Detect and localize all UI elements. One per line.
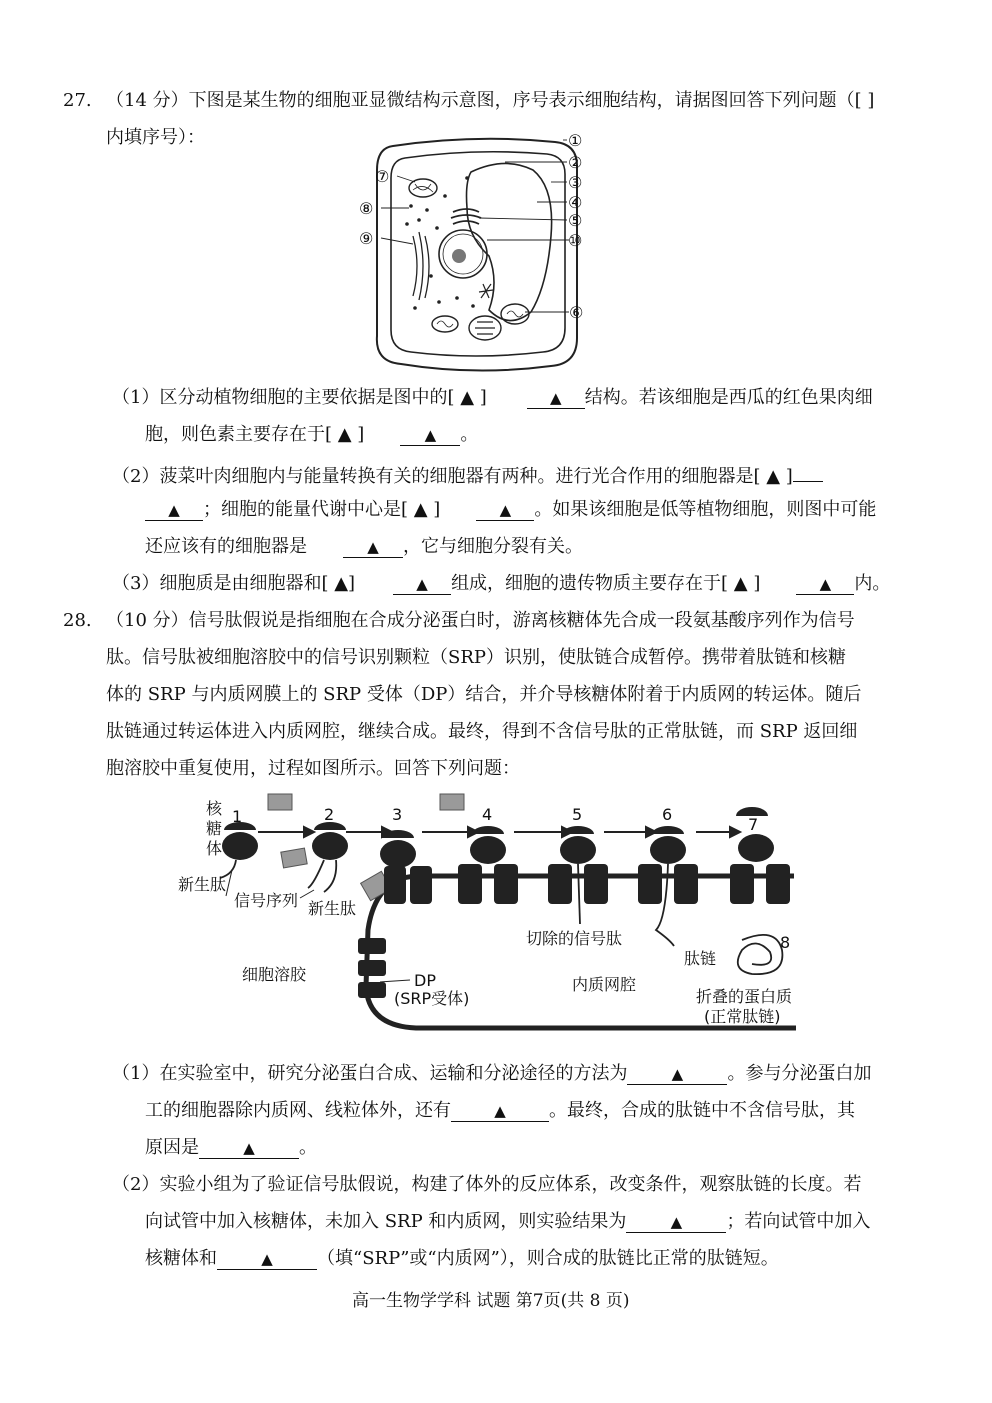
label-ribosome-2: 糖 xyxy=(206,819,223,838)
step-7: 7 xyxy=(748,815,759,834)
label-nascent2: 新生肽 xyxy=(308,899,357,918)
q27-sub1-line2: 胞，则色素主要存在于[ ▲ ] ▲ 。 xyxy=(145,424,479,445)
label-cytosol: 细胞溶胶 xyxy=(242,965,307,984)
cell-label-5: ⑤ xyxy=(568,211,583,230)
q27-sub2-blank3[interactable]: ▲ xyxy=(343,537,403,558)
q28-sub2-blank2[interactable]: ▲ xyxy=(217,1249,317,1270)
label-signal-seq: 信号序列 xyxy=(234,891,299,910)
q27-sub1-text-a: （1）区分动植物细胞的主要依据是图中的[ ▲ ] xyxy=(112,387,487,408)
cell-label-9: ⑨ xyxy=(359,229,374,248)
label-cut-signal: 切除的信号肽 xyxy=(526,929,623,948)
q27-sub3-line: （3）细胞质是由细胞器和[ ▲] ▲ 组成，细胞的遗传物质主要存在于[ ▲ ] ▲ 内。 xyxy=(112,573,891,594)
cell-label-4: ④ xyxy=(568,193,583,212)
step-3: 3 xyxy=(392,805,403,824)
q27-sub2-line2: ▲ ；细胞的能量代谢中心是[ ▲ ] ▲ 。如果该细胞是低等植物细胞，则图中可能 xyxy=(145,498,876,522)
label-ribosome-1: 核 xyxy=(206,799,223,818)
q28-number: 28. xyxy=(63,610,92,631)
q28-para-4: 肽链通过转运体进入内质网腔，继续合成。最终，得到不含信号肽的正常肽链，而 SRP 返回细 xyxy=(106,721,858,742)
q27-sub2-line3: 还应该有的细胞器是 ▲ ，它与细胞分裂有关。 xyxy=(145,536,583,557)
q27-sub1-text-b: 结构。若该细胞是西瓜的红色果肉细 xyxy=(584,387,873,408)
q28-sub2-line3: 核糖体和 ▲ （填“SRP”或“内质网”），则合成的肽链比正常的肽链短。 xyxy=(145,1248,779,1269)
label-folded: 折叠的蛋白质 xyxy=(696,987,793,1006)
label-folded-sub: (正常肽链) xyxy=(704,1007,781,1026)
q28-sub2-line2: 向试管中加入核糖体，未加入 SRP 和内质网，则实验结果为 ▲ ；若向试管中加入 xyxy=(145,1211,871,1232)
q27-sub3-blank2[interactable]: ▲ xyxy=(796,574,854,595)
label-er-lumen: 内质网腔 xyxy=(572,975,637,994)
step-8: 8 xyxy=(780,933,791,952)
q27-sub1-blank2[interactable]: ▲ xyxy=(400,425,460,446)
q27-sub2-blank2[interactable]: ▲ xyxy=(476,500,534,521)
q27-sub1-line1 xyxy=(112,386,873,410)
srp-pathway-diagram xyxy=(178,790,806,1040)
q27-sub2-text-a: （2）菠菜叶肉细胞内与能量转换有关的细胞器有两种。进行光合作用的细胞器是[ ▲ ] xyxy=(112,466,793,487)
step-2: 2 xyxy=(324,805,335,824)
label-dp-sub: (SRP受体) xyxy=(394,989,470,1008)
step-1: 1 xyxy=(232,807,243,826)
q28-sub1-line1: （1）在实验室中，研究分泌蛋白合成、运输和分泌途径的方法为 ▲ 。参与分泌蛋白加 xyxy=(112,1063,872,1084)
q27-sub2-blank0[interactable] xyxy=(793,461,823,482)
cell-label-7: ⑦ xyxy=(375,167,390,186)
cell-label-6: ⑥ xyxy=(569,303,584,322)
q27-stem-line2: 内填序号）： xyxy=(106,127,205,148)
cell-label-10: ⑩ xyxy=(568,231,583,250)
q28-sub2-line1: （2）实验小组为了验证信号肽假说，构建了体外的反应体系，改变条件，观察肽链的长度。若 xyxy=(112,1174,862,1195)
step-5: 5 xyxy=(572,805,583,824)
q28-sub1-line3: 原因是 ▲ 。 xyxy=(145,1137,317,1158)
q28-para-1: （10 分）信号肽假说是指细胞在合成分泌蛋白时，游离核糖体先合成一段氨基酸序列作为信号 xyxy=(106,610,855,631)
cell-label-8: ⑧ xyxy=(359,199,374,218)
q27-sub1-blank1[interactable]: ▲ xyxy=(527,388,585,409)
q27-sub2-line1 xyxy=(112,461,823,489)
q28-sub1-line2: 工的细胞器除内质网、线粒体外，还有 ▲ 。最终，合成的肽链中不含信号肽，其 xyxy=(145,1100,855,1121)
q28-sub1-blank1[interactable]: ▲ xyxy=(627,1064,727,1085)
q27-sub3-blank1[interactable]: ▲ xyxy=(393,574,451,595)
q28-para-3: 体的 SRP 与内质网膜上的 SRP 受体（DP）结合，并介导核糖体附着于内质网的转运体。随后 xyxy=(106,684,862,705)
q28-para-2: 肽。信号肽被细胞溶胶中的信号识别颗粒（SRP）识别，使肽链合成暂停。携带着肽链和核糖 xyxy=(106,647,846,668)
q28-sub1-blank2[interactable]: ▲ xyxy=(451,1101,549,1122)
step-4: 4 xyxy=(482,805,493,824)
q28-para-5: 胞溶胶中重复使用，过程如图所示。回答下列问题： xyxy=(106,758,520,779)
q27-stem-line1: （14 分）下图是某生物的细胞亚显微结构示意图，序号表示细胞结构，请据图回答下列问题（[ ] xyxy=(106,90,875,111)
plant-cell-diagram xyxy=(355,126,595,378)
q28-sub2-blank1[interactable]: ▲ xyxy=(626,1212,726,1233)
page-footer: 高一生物学学科 试题 第7页(共 8 页) xyxy=(352,1291,630,1311)
step-6: 6 xyxy=(662,805,673,824)
q27-number: 27. xyxy=(63,90,92,111)
q28-sub1-blank3[interactable]: ▲ xyxy=(199,1138,299,1159)
cell-label-3: ③ xyxy=(568,173,583,192)
label-ribosome-3: 体 xyxy=(206,839,223,858)
cell-label-1: ① xyxy=(568,131,583,150)
q27-sub1-text-c: 胞，则色素主要存在于[ ▲ ] xyxy=(145,424,365,445)
cell-label-2: ② xyxy=(568,153,583,172)
label-peptide: 肽链 xyxy=(684,949,717,968)
label-dp: DP xyxy=(414,971,436,990)
q27-sub2-blank1[interactable]: ▲ xyxy=(145,500,203,521)
label-nascent: 新生肽 xyxy=(178,875,227,894)
